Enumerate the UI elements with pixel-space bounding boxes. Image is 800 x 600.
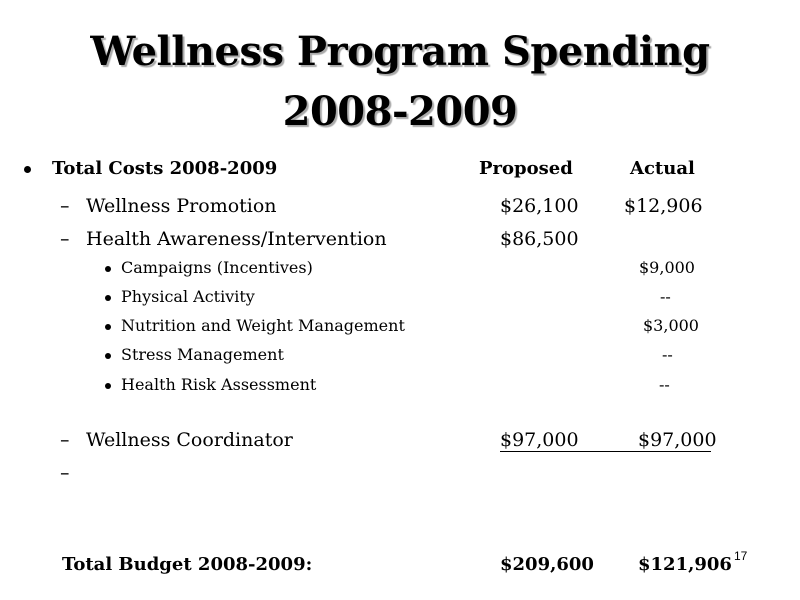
sub-item-actual: -- [659, 375, 670, 394]
actual-column-header: Actual [630, 158, 695, 179]
bullet-dot-icon [24, 166, 31, 173]
bullet-dot-icon [105, 383, 111, 389]
sub-item-label: Campaigns (Incentives) [121, 258, 313, 277]
sub-item-label: Physical Activity [121, 287, 255, 306]
sub-item-actual: $3,000 [643, 316, 699, 335]
sub-item-actual: -- [662, 345, 673, 364]
actual-wellness-promotion: $12,906 [624, 195, 703, 217]
row-label-health-awareness: Health Awareness/Intervention [86, 228, 387, 250]
empty-dash-bullet-icon: – [60, 462, 70, 484]
bullet-dot-icon [105, 324, 111, 330]
dash-bullet-icon: – [60, 228, 70, 250]
sub-item-actual: -- [660, 287, 671, 306]
proposed-column-header: Proposed [479, 158, 573, 179]
bullet-dot-icon [105, 353, 111, 359]
sub-item-label: Health Risk Assessment [121, 375, 317, 394]
dash-bullet-icon: – [60, 195, 70, 217]
total-budget-label: Total Budget 2008-2009: [62, 554, 313, 575]
page-number: 17 [734, 549, 748, 563]
proposed-wellness-promotion: $26,100 [500, 195, 579, 217]
bullet-dot-icon [105, 266, 111, 272]
total-proposed: $209,600 [500, 554, 594, 575]
slide-title: Wellness Program Spending [90, 28, 710, 75]
row-label-wellness-promotion: Wellness Promotion [86, 195, 277, 217]
bullet-dot-icon [105, 295, 111, 301]
subtotal-underline [500, 451, 711, 452]
total-actual: $121,906 [638, 554, 732, 575]
actual-wellness-coordinator: $97,000 [638, 429, 717, 451]
sub-item-label: Nutrition and Weight Management [121, 316, 405, 335]
proposed-health-awareness: $86,500 [500, 228, 579, 250]
proposed-wellness-coordinator: $97,000 [500, 429, 579, 451]
dash-bullet-icon: – [60, 429, 70, 451]
sub-item-actual: $9,000 [639, 258, 695, 277]
row-label-wellness-coordinator: Wellness Coordinator [86, 429, 293, 451]
total-costs-heading: Total Costs 2008-2009 [52, 158, 278, 179]
sub-item-label: Stress Management [121, 345, 284, 364]
slide-subtitle-years: 2008-2009 [282, 88, 518, 135]
